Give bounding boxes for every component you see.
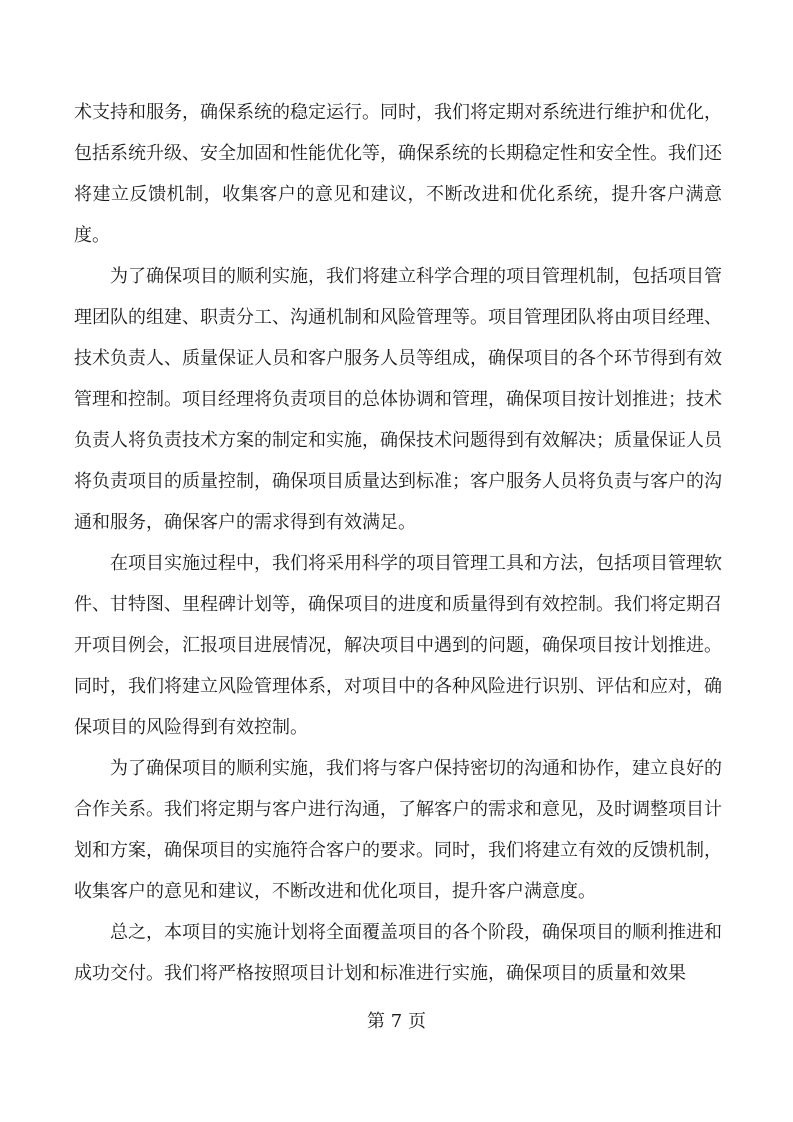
paragraph-1: 术支持和服务，确保系统的稳定运行。同时，我们将定期对系统进行维护和优化，包括系统升级、安全加固和性能优化等，确保系统的长期稳定性和安全性。我们还将建立反馈机制，收集客户的意见和建议，不断改进和优化系统，提升客户满意度。: [74, 102, 722, 246]
document-body: [74, 92, 722, 994]
page-number: 第 7 页: [367, 1011, 426, 1032]
paragraph-3: 在项目实施过程中，我们将采用科学的项目管理工具和方法，包括项目管理软件、甘特图、里程碑计划等，确保项目的进度和质量得到有效控制。我们将定期召开项目例会，汇报项目进展情况，解决项目中遇到的问题，确保项目按计划推进。同时，我们将建立风险管理体系，对项目中的各种风险进行识别、评估和应对，确保项目的风险得到有效控制。: [74, 553, 722, 738]
paragraph-4: 为了确保项目的顺利实施，我们将与客户保持密切的沟通和协作，建立良好的合作关系。我们将定期与客户进行沟通，了解客户的需求和意见，及时调整项目计划和方案，确保项目的实施符合客户的要求。同时，我们将建立有效的反馈机制，收集客户的意见和建议，不断改进和优化项目，提升客户满意度。: [74, 758, 722, 902]
paragraph-2: 为了确保项目的顺利实施，我们将建立科学合理的项目管理机制，包括项目管理团队的组建、职责分工、沟通机制和风险管理等。项目管理团队将由项目经理、技术负责人、质量保证人员和客户服务人员等组成，确保项目的各个环节得到有效管理和控制。项目经理将负责项目的总体协调和管理，确保项目按计划推进；技术负责人将负责技术方案的制定和实施，确保技术问题得到有效解决；质量保证人员将负责项目的质量控制，确保项目质量达到标准；客户服务人员将负责与客户的沟通和服务，确保客户的需求得到有效满足。: [74, 266, 722, 533]
paragraph-5: 总之，本项目的实施计划将全面覆盖项目的各个阶段，确保项目的顺利推进和成功交付。我们将严格按照项目计划和标准进行实施，确保项目的质量和效果: [74, 922, 722, 984]
